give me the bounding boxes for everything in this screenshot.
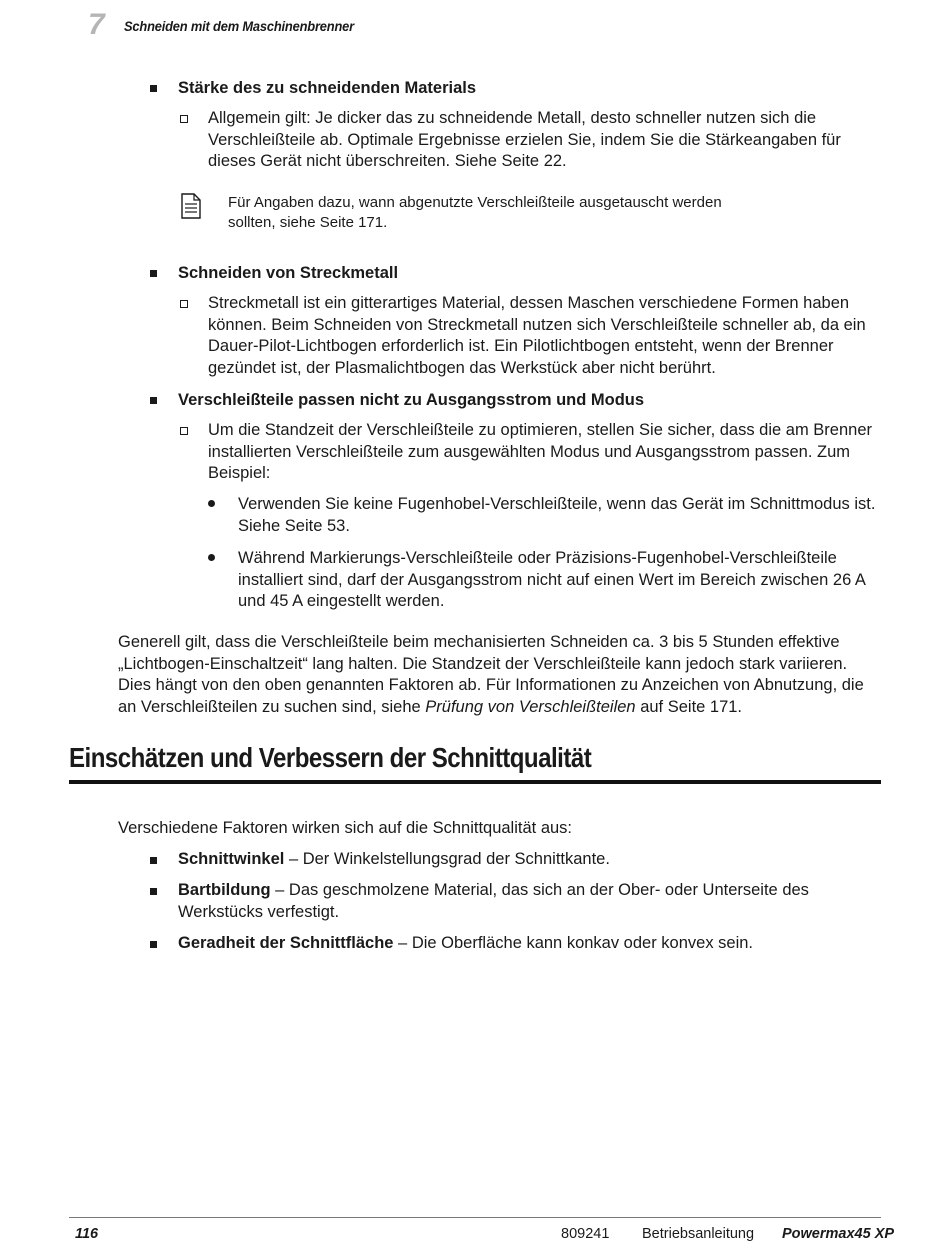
square-bullet-icon xyxy=(150,941,157,948)
dot-bullet-icon xyxy=(208,500,215,507)
doc-type: Betriebsanleitung xyxy=(642,1226,755,1242)
open-square-bullet-icon xyxy=(180,427,188,435)
section-heading: Einschätzen und Verbessern der Schnittqualität xyxy=(69,742,881,784)
bullet-title-consumables-mismatch: Verschleißteile passen nicht zu Ausgangsstrom und Modus xyxy=(178,391,645,409)
doc-number: 809241 xyxy=(561,1226,610,1242)
note-document-icon xyxy=(181,193,201,219)
dot-bullet-icon xyxy=(208,554,215,561)
square-bullet-icon xyxy=(150,270,157,277)
square-bullet-icon xyxy=(150,857,157,864)
bullet-title-expanded-metal: Schneiden von Streckmetall xyxy=(178,264,399,282)
open-square-bullet-icon xyxy=(180,300,188,308)
running-header: Schneiden mit dem Maschinenbrenner xyxy=(124,18,354,34)
note-text: Für Angaben dazu, wann abgenutzte Verschleißteile ausgetauscht werden sollten, siehe Seite 171. xyxy=(228,194,722,231)
square-bullet-icon xyxy=(150,888,157,895)
square-bullet-icon xyxy=(150,397,157,404)
section-intro: Verschiedene Faktoren wirken sich auf die Schnittqualität aus: xyxy=(118,819,573,837)
dot-item-marking: Während Markierungs-Verschleißteile oder Präzisions-Fugenhobel-Verschleißteile installiert sind, darf der Ausgangsstrom nicht auf einen Wert im Bereich zwischen 26 A und 45 A eingestellt werden. xyxy=(238,549,866,610)
page-number: 116 xyxy=(75,1226,99,1242)
product-name: Powermax45 XP xyxy=(782,1226,895,1242)
square-bullet-icon xyxy=(150,85,157,92)
mismatch-text: Um die Standzeit der Verschleißteile zu optimieren, stellen Sie sicher, dass die am Brenner installierten Verschleißteile zum ausgewählten Modus und Ausgangsstrom passen. Zum Beispiel: xyxy=(208,421,872,482)
quality-item: Bartbildung – Das geschmolzene Material, das sich an der Ober- oder Unterseite des Werkstücks verfestigt. xyxy=(178,881,809,921)
thickness-text: Allgemein gilt: Je dicker das zu schneidende Metall, desto schneller nutzen sich die Verschleißteile ab. Optimale Ergebnisse erzielen Sie, indem Sie die Stärkeangaben für dieses Gerät nicht überschreiten. Siehe Seite 22. xyxy=(208,109,841,170)
footer-rule xyxy=(69,1217,881,1218)
chapter-number: 7 xyxy=(88,8,105,41)
quality-item: Geradheit der Schnittfläche – Die Oberfläche kann konkav oder konvex sein. xyxy=(178,934,754,952)
cross-reference: Prüfung von Verschleißteilen xyxy=(425,697,636,716)
expanded-metal-text: Streckmetall ist ein gitterartiges Material, dessen Maschen verschiedene Formen haben können. Beim Schneiden von Streckmetall nutzen sich Verschleißteile schneller ab, da ein Dauer-Pilot-Lichtbogen erforderlich ist. Ein Pilotlichtbogen entsteht, wenn der Brenner gezündet ist, der Plasmalichtbogen das Werkstück aber nicht berührt. xyxy=(208,294,866,377)
bullet-title-thickness: Stärke des zu schneidenden Materials xyxy=(178,79,477,97)
general-paragraph: Generell gilt, dass die Verschleißteile beim mechanisierten Schneiden ca. 3 bis 5 Stunden effektive „Lichtbogen-Einschaltzeit“ lang halten. Die Standzeit der Verschleißteile kann jedoch stark variieren. Dies hängt von den oben genannten Faktoren ab. Für Informationen zu Anzeichen von Abnutzung, die an Verschleißteilen zu suchen sind, siehe Prüfung von Verschleißteilen auf Seite 171. xyxy=(118,633,864,716)
open-square-bullet-icon xyxy=(180,115,188,123)
dot-item-gouging: Verwenden Sie keine Fugenhobel-Verschleißteile, wenn das Gerät im Schnittmodus ist. Siehe Seite 53. xyxy=(238,495,876,535)
quality-item: Schnittwinkel – Der Winkelstellungsgrad der Schnittkante. xyxy=(178,850,610,868)
